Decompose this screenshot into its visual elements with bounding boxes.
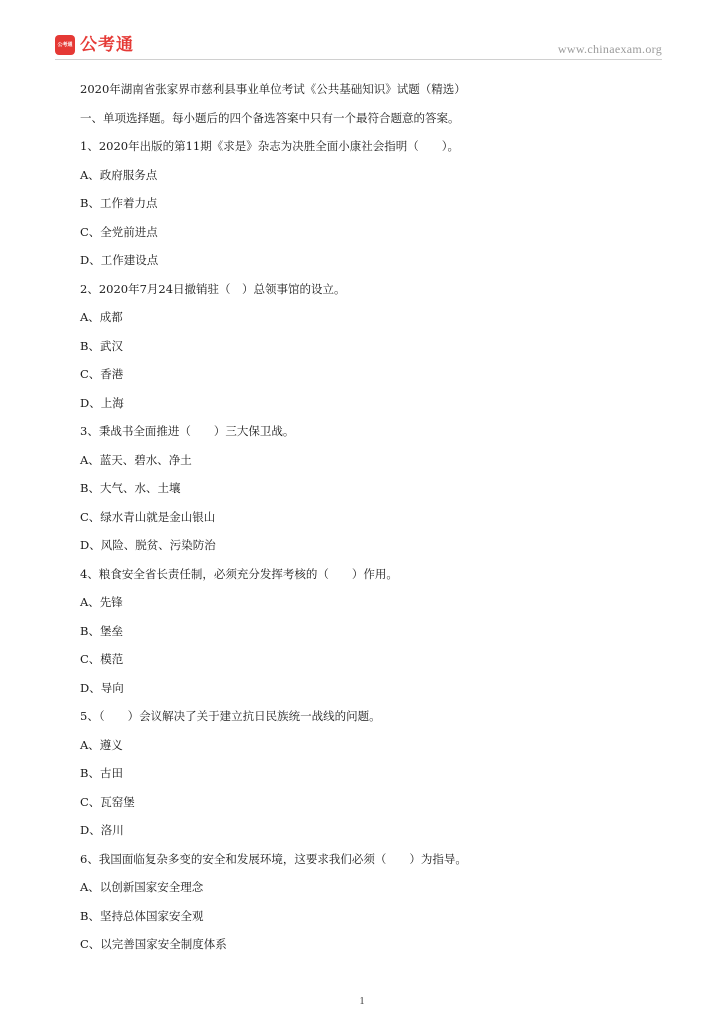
answer-option: A、成都	[80, 310, 123, 324]
answer-option: C、以完善国家安全制度体系	[80, 937, 227, 951]
document-body	[80, 79, 670, 963]
question-stem: 2、2020年7月24日撤销驻（ ）总领事馆的设立。	[80, 281, 346, 296]
answer-option: C、绿水青山就是金山银山	[80, 509, 216, 524]
answer-option: A、遵义	[80, 737, 123, 752]
brand-logo[interactable]	[55, 35, 134, 55]
answer-option: B、古田	[80, 766, 123, 780]
answer-option: A、蓝天、碧水、净土	[80, 452, 192, 467]
answer-option: A、先锋	[80, 595, 123, 609]
question-stem: 6、我国面临复杂多变的安全和发展环境，这要求我们必须（ ）为指导。	[80, 851, 467, 866]
answer-option: C、全党前进点	[80, 224, 158, 239]
document-title: 2020年湖南省张家界市慈利县事业单位考试《公共基础知识》试题（精选）	[80, 82, 466, 96]
answer-option: C、香港	[80, 367, 124, 381]
answer-option: B、堡垒	[80, 623, 123, 638]
answer-option: B、坚持总体国家安全观	[80, 908, 204, 923]
question-stem: 5、（ ）会议解决了关于建立抗日民族统一战线的问题。	[80, 709, 381, 723]
answer-option: A、以创新国家安全理念	[80, 880, 204, 894]
answer-option: C、瓦窑堡	[80, 794, 135, 809]
header-divider	[55, 59, 662, 60]
page-number: 1	[359, 996, 365, 1007]
answer-option: B、大气、水、土壤	[80, 481, 181, 495]
question-stem: 3、秉战书全面推进（ ）三大保卫战。	[80, 424, 295, 438]
question-stem: 4、粮食安全省长责任制，必须充分发挥考核的（ ）作用。	[80, 566, 398, 581]
answer-option: C、模范	[80, 652, 124, 666]
question-stem: 1、2020年出版的第11期《求是》杂志为决胜全面小康社会指明（ ）。	[80, 139, 459, 153]
answer-option: B、武汉	[80, 338, 123, 353]
logo-badge-icon: 公考通	[55, 35, 75, 55]
answer-option: B、工作着力点	[80, 196, 158, 210]
site-url[interactable]: www.chinaexam.org	[557, 42, 662, 56]
page-header	[0, 0, 724, 64]
answer-option: D、导向	[80, 680, 124, 695]
answer-option: D、工作建设点	[80, 253, 159, 267]
answer-option: A、政府服务点	[80, 167, 158, 182]
answer-option: D、风险、脱贫、污染防治	[80, 538, 216, 552]
logo-text: 公考通	[80, 35, 134, 55]
answer-option: D、洛川	[80, 823, 124, 837]
answer-option: D、上海	[80, 395, 124, 410]
section-heading: 一、单项选择题。每小题后的四个备选答案中只有一个最符合题意的答案。	[80, 110, 460, 125]
